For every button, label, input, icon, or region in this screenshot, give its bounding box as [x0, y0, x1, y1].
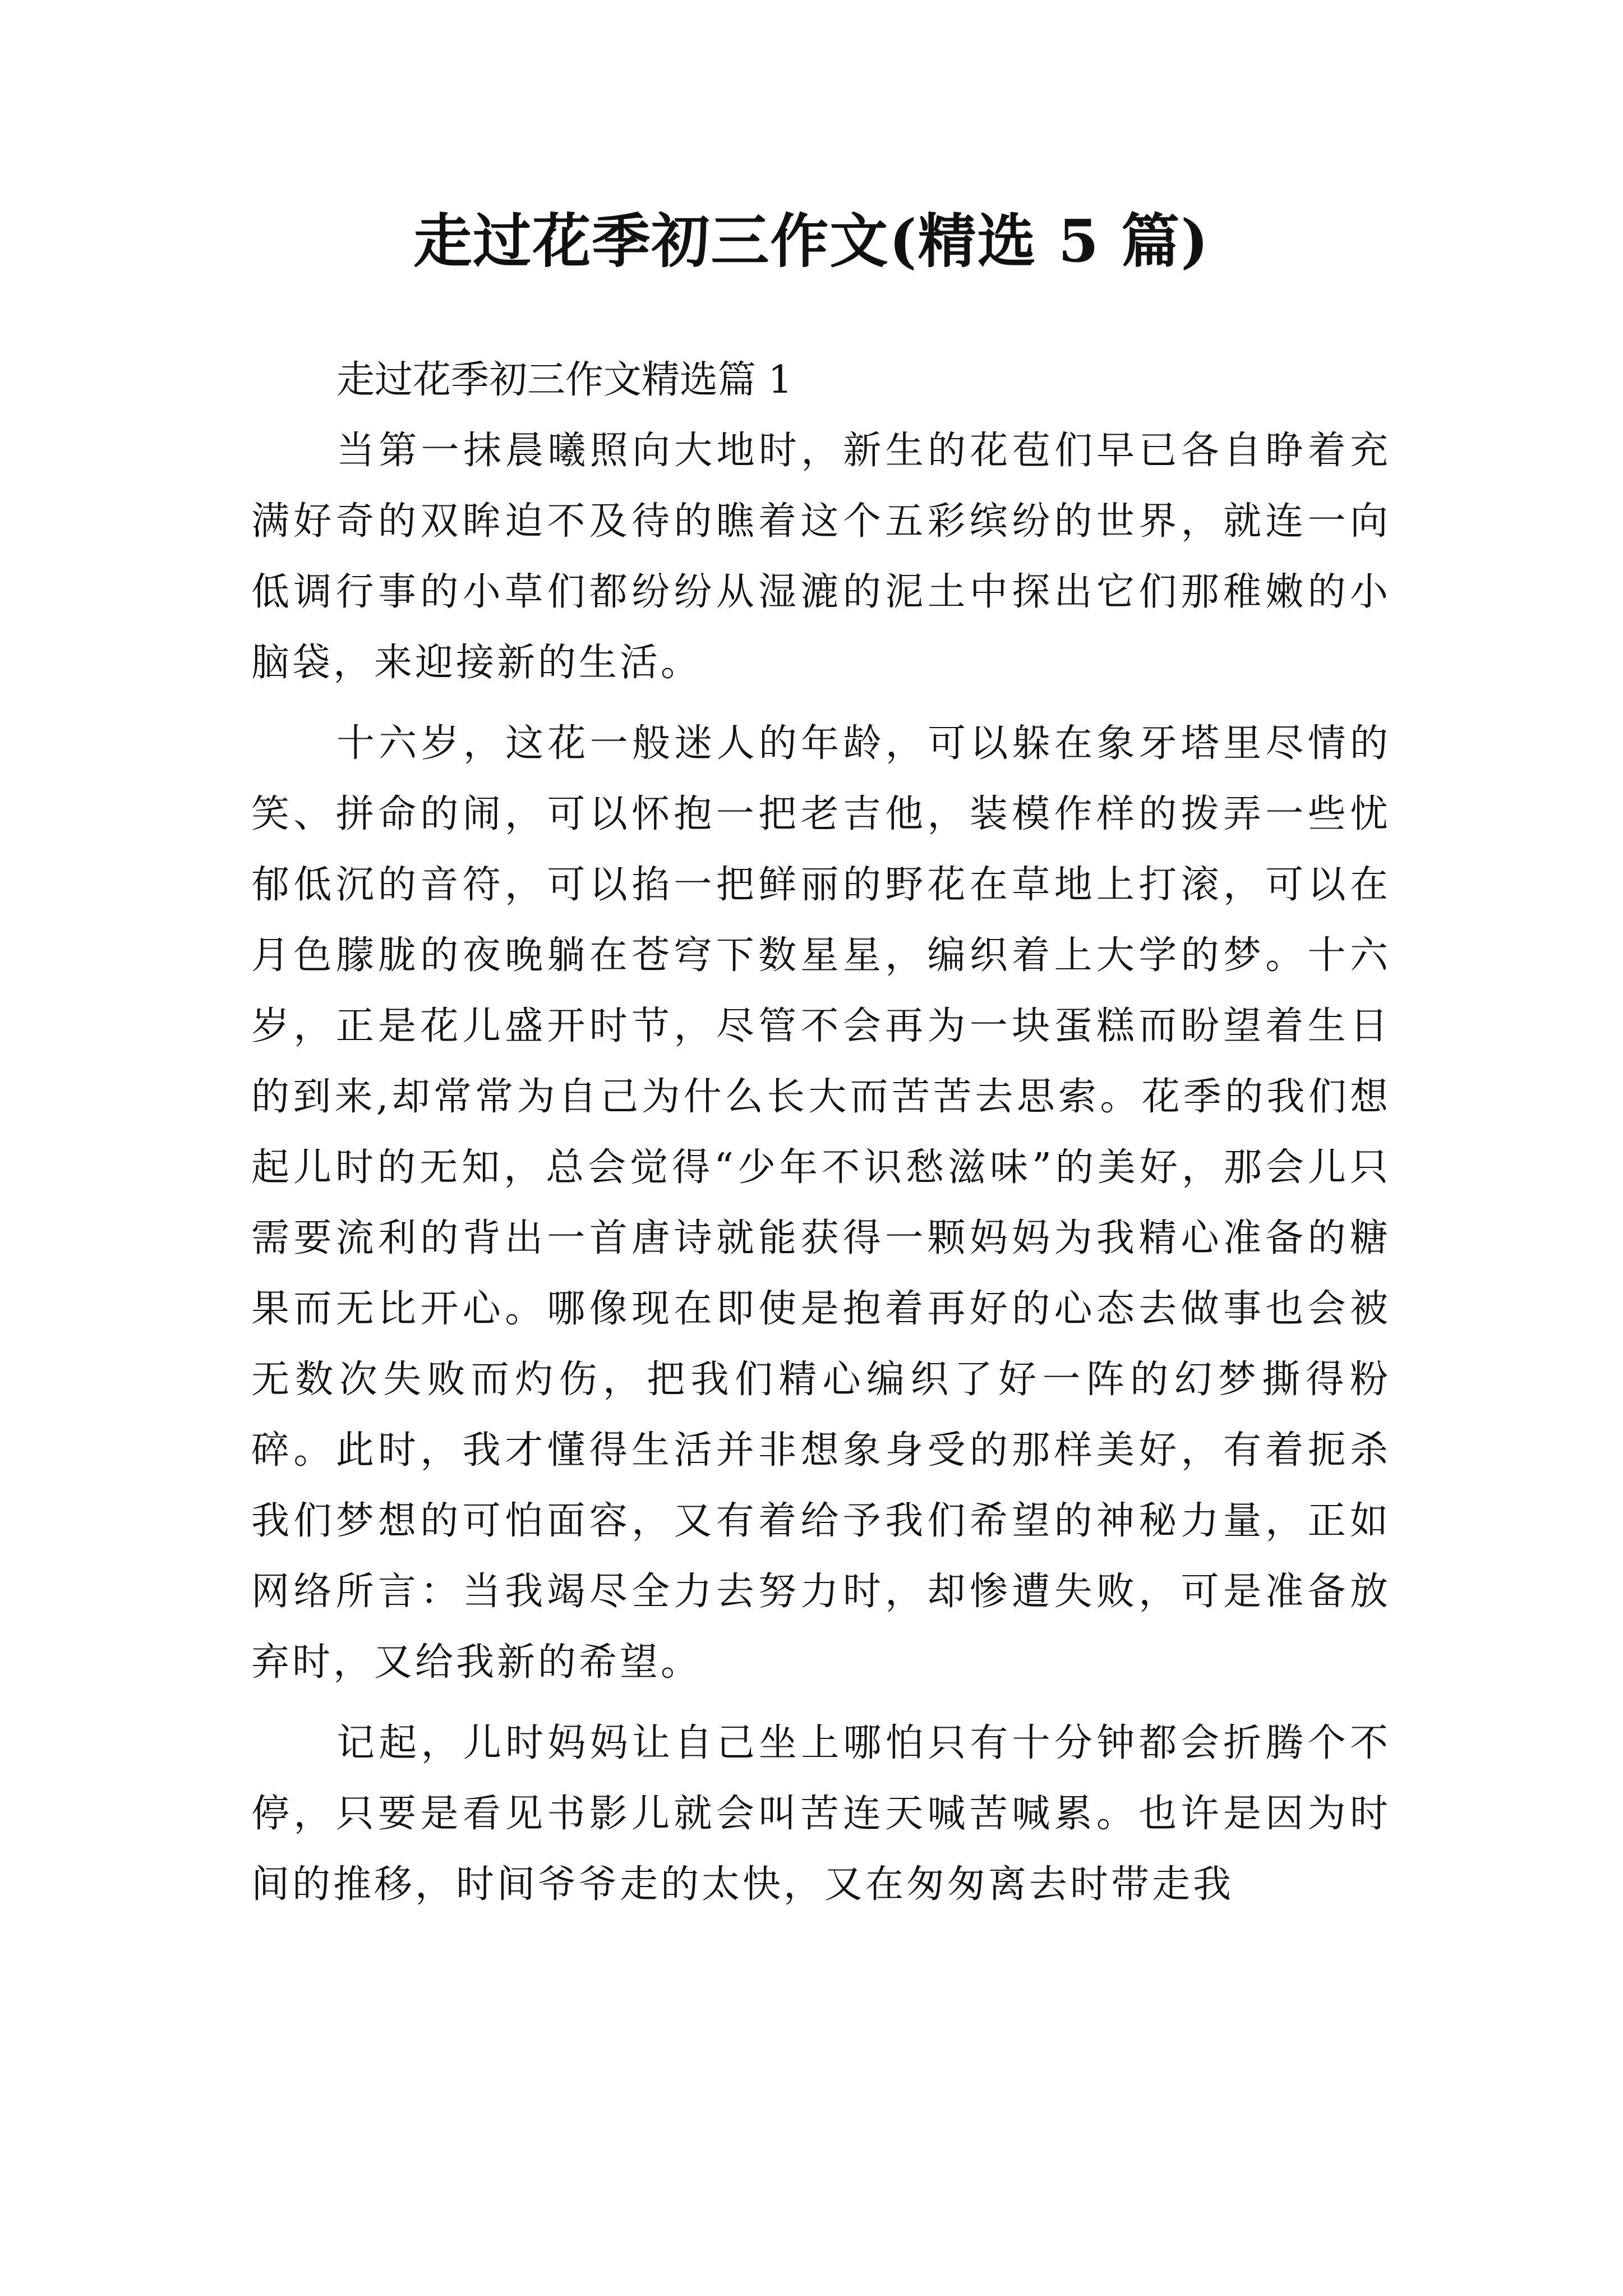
paragraph-2: 十六岁，这花一般迷人的年龄，可以躲在象牙塔里尽情的笑、拼命的闹，可以怀抱一把老吉他，装模作样的拨弄一些忧郁低沉的音符，可以掐一把鲜丽的野花在草地上打滚，可以在月色朦胧的夜晚躺在苍穹下数星星，编织着上大学的梦。十六岁，正是花儿盛开时节，尽管不会再为一块蛋糕而盼望着生日的到来,却常常为自己为什么长大而苦苦去思索。花季的我们想起儿时的无知，总会觉得“少年不识愁滋味”的美好，那会儿只需要流利的背出一首唐诗就能获得一颗妈妈为我精心准备的糖果而无比开心。哪像现在即使是抱着再好的心态去做事也会被无数次失败而灼伤，把我们精心编织了好一阵的幻梦撕得粉碎。此时，我才懂得生活并非想象身受的那样美好，有着扼杀我们梦想的可怕面容，又有着给予我们希望的神秘力量，正如网络所言：当我竭尽全力去努力时，却惨遭失败，可是准备放弃时，又给我新的希望。 — [251, 721, 1391, 1685]
paragraph-3: 记起，儿时妈妈让自己坐上哪怕只有十分钟都会折腾个不停，只要是看见书影儿就会叫苦连天喊苦喊累。也许是因为时间的推移，时间爷爷走的太快，又在匆匆离去时带走我 — [251, 1721, 1391, 1907]
section-heading: 走过花季初三作文精选篇 1 — [336, 358, 792, 402]
document-title: 走过花季初三作文(精选 5 篇) — [413, 206, 1210, 275]
document-body — [251, 345, 1391, 1920]
paragraph-1: 当第一抹晨曦照向大地时，新生的花苞们早已各自睁着充满好奇的双眸迫不及待的瞧着这个五彩缤纷的世界，就连一向低调行事的小草们都纷纷从湿漉的泥土中探出它们那稚嫩的小脑袋，来迎接新的生活。 — [251, 429, 1391, 685]
